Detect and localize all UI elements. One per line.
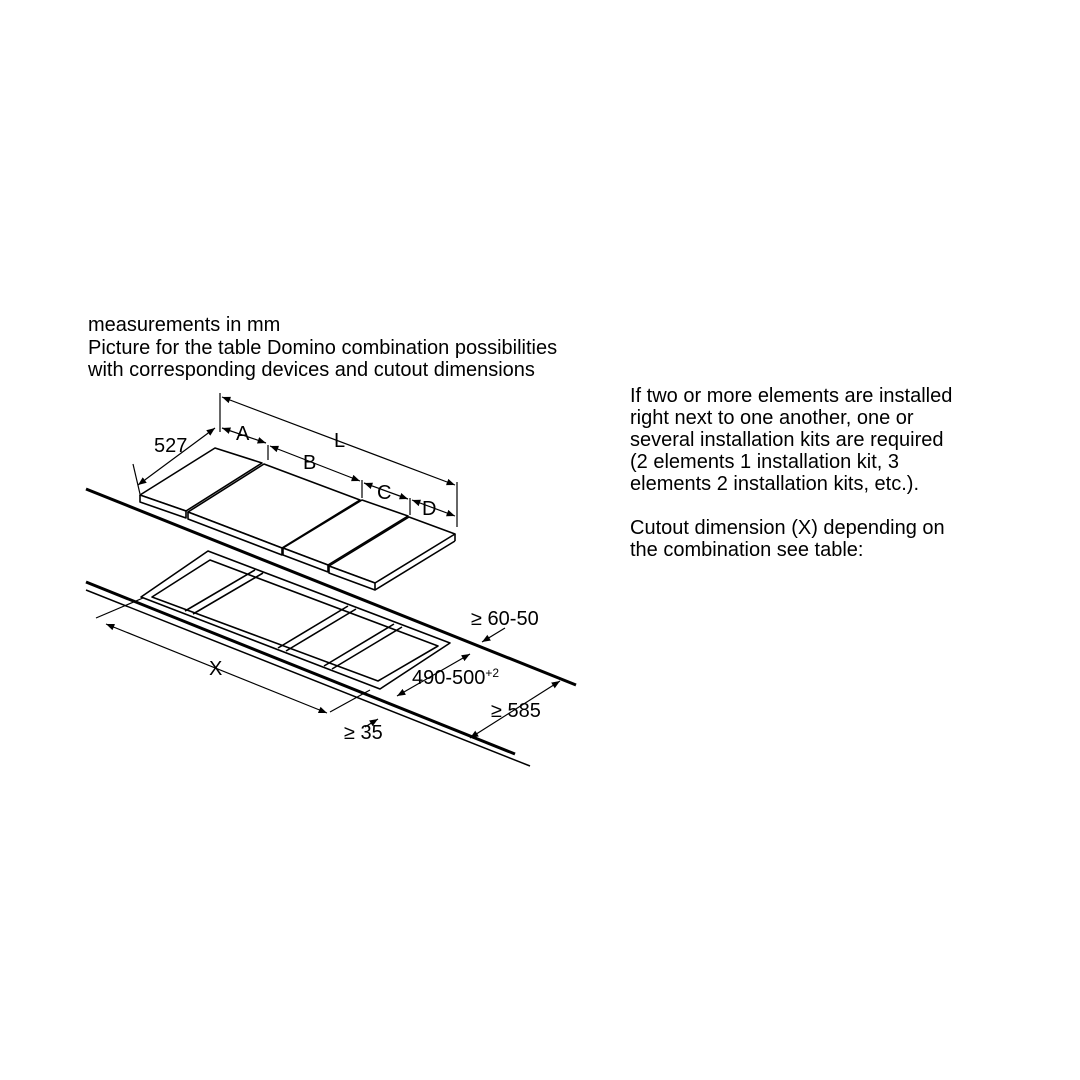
note-line: Cutout dimension (X) depending on bbox=[630, 517, 945, 539]
label-l: L bbox=[334, 430, 346, 452]
caption-units: measurements in mm bbox=[88, 314, 281, 336]
label-c: C bbox=[377, 482, 392, 504]
note-line: If two or more elements are installed bbox=[630, 385, 953, 407]
label-worktop-depth: ≥ 585 bbox=[491, 700, 541, 722]
cooktop-modules bbox=[140, 448, 455, 590]
dim-line-back-gap bbox=[482, 628, 505, 642]
label-cutout-depth bbox=[412, 666, 499, 689]
label-x: X bbox=[209, 658, 223, 680]
note-line: (2 elements 1 installation kit, 3 bbox=[630, 451, 900, 473]
label-front-gap: ≥ 35 bbox=[344, 722, 383, 744]
label-527: 527 bbox=[154, 435, 188, 457]
caption-title: Picture for the table Domino combination possibilities bbox=[88, 336, 558, 359]
label-back-gap: ≥ 60-50 bbox=[471, 608, 539, 630]
label-a: A bbox=[236, 423, 250, 445]
label-d: D bbox=[422, 498, 437, 520]
note-line: several installation kits are required bbox=[630, 429, 944, 451]
caption-subtitle: with corresponding devices and cutout dimensions bbox=[88, 359, 535, 381]
note-line: the combination see table: bbox=[630, 539, 864, 561]
note-line: right next to one another, one or bbox=[630, 407, 914, 429]
note-line: elements 2 installation kits, etc.). bbox=[630, 473, 920, 495]
label-cutout-tolerance: +2 bbox=[485, 666, 500, 680]
label-cutout-depth-value: 490-500 bbox=[412, 667, 486, 689]
label-b: B bbox=[303, 452, 317, 474]
